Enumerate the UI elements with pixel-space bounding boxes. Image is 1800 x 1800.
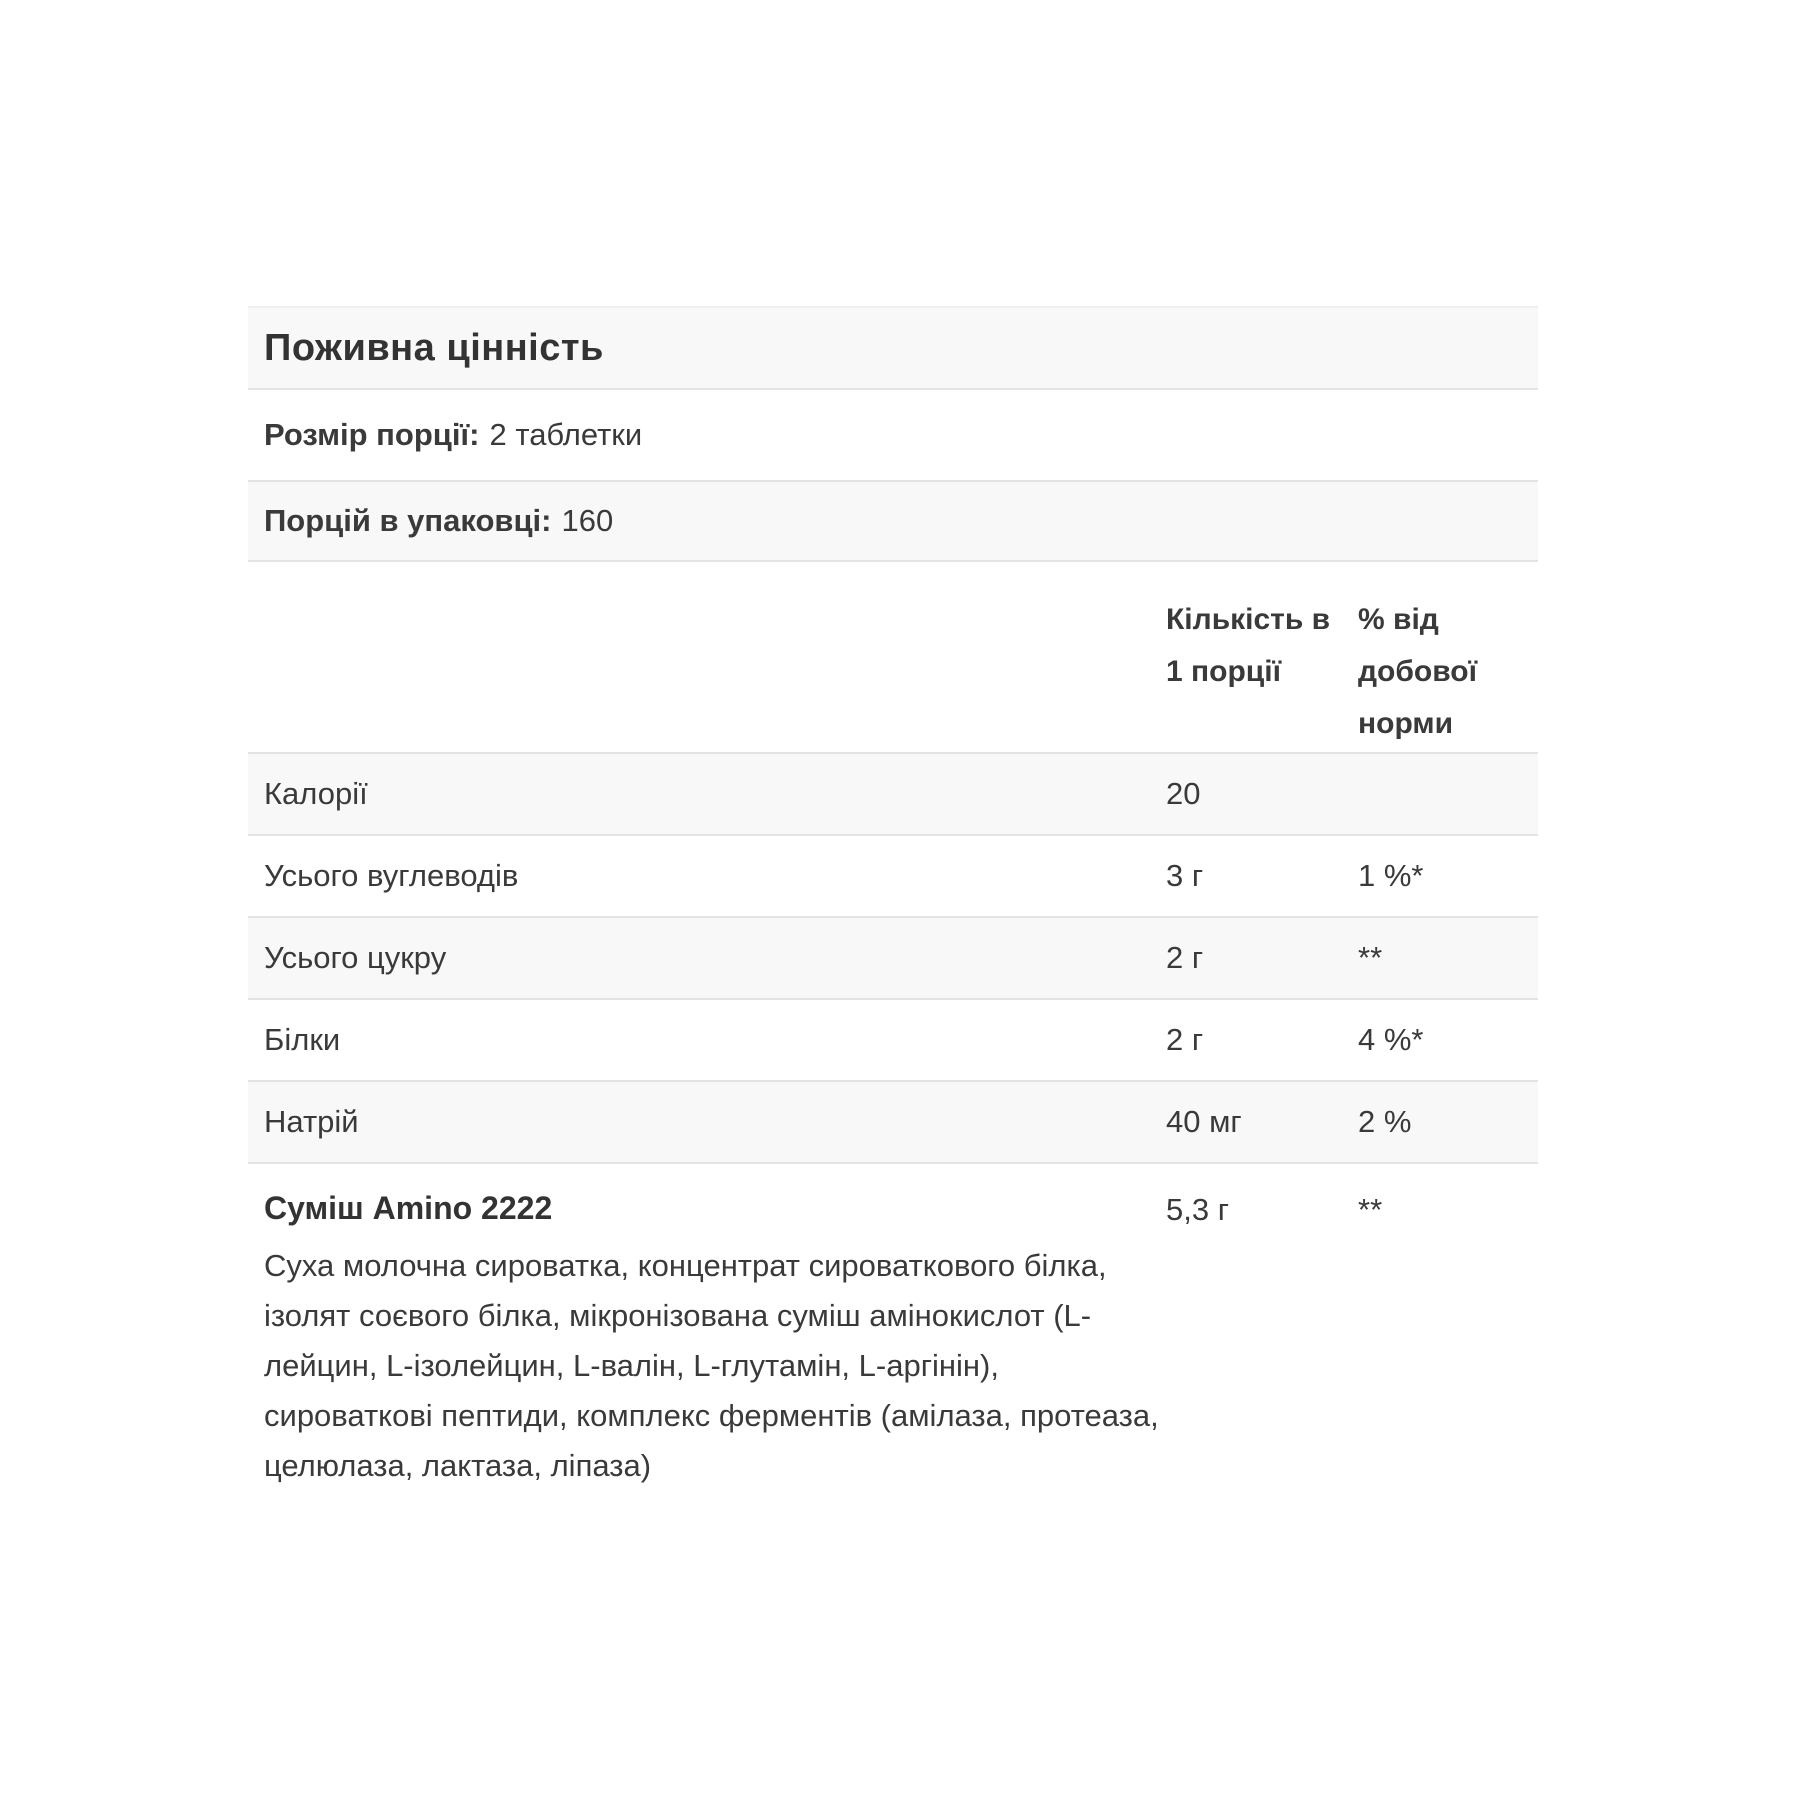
table-row-total-sugars: [248, 918, 1538, 1000]
table-title-row: [248, 308, 1538, 390]
nutrient-daily-value: 1 %*: [1358, 858, 1424, 893]
nutrient-amount: 2 г: [1166, 940, 1204, 975]
serving-size-row: [248, 390, 1538, 482]
nutrient-name: Білки: [264, 1022, 341, 1057]
column-header-row: [248, 562, 1538, 754]
nutrient-amount: 5,3 г: [1166, 1192, 1230, 1227]
nutrient-amount: 2 г: [1166, 1022, 1204, 1057]
table-row-amino-blend: [248, 1164, 1538, 1525]
serving-size: [248, 417, 642, 453]
nutrient-daily-value: 4 %*: [1358, 1022, 1424, 1057]
nutrient-amount: 3 г: [1166, 858, 1204, 893]
nutrient-daily-value: **: [1358, 1192, 1383, 1227]
nutrition-facts-table: [248, 306, 1538, 1525]
table-title: Поживна цінність: [264, 326, 604, 369]
nutrient-daily-value: 2 %: [1358, 1104, 1412, 1139]
nutrient-amount: 20: [1166, 776, 1201, 811]
amino-blend-name: Суміш Amino 2222: [264, 1190, 553, 1226]
nutrient-name: Калорії: [264, 776, 368, 811]
serving-size-label: Розмір порції:: [264, 417, 480, 452]
nutrient-name: Натрій: [264, 1104, 359, 1139]
column-header-amount-label: Кількість в 1 порції: [1166, 603, 1331, 688]
nutrient-amount: 40 мг: [1166, 1104, 1242, 1139]
servings-per-container-label: Порцій в упаковці:: [264, 503, 552, 538]
servings-per-container-value: 160: [561, 503, 614, 538]
nutrient-daily-value: **: [1358, 940, 1383, 975]
nutrient-name: Усього вуглеводів: [264, 858, 519, 893]
table-row-total-carbs: [248, 836, 1538, 918]
serving-size-value: 2 таблетки: [489, 417, 643, 452]
servings-per-container: [248, 503, 613, 539]
column-header-amount: [1166, 562, 1358, 698]
servings-per-container-row: [248, 482, 1538, 562]
table-row-calories: [248, 754, 1538, 836]
table-row-sodium: [248, 1082, 1538, 1164]
amino-blend-description: Суха молочна сироватка, концентрат сироваткового білка, ізолят соєвого білка, мікронізована суміш амінокислот (L-лейцин, L-ізолейцин, L-валін, L-глутамін, L-аргінін), сироваткові пептиди, комплекс ферментів (амілаза, протеаза, целюлаза, лактаза, ліпаза): [264, 1248, 1159, 1483]
nutrient-name: Усього цукру: [264, 940, 447, 975]
table-row-protein: [248, 1000, 1538, 1082]
amino-blend-cell: [248, 1190, 1166, 1491]
column-header-daily-value-label: % від добової норми: [1358, 603, 1478, 740]
column-header-daily-value: [1358, 562, 1538, 750]
